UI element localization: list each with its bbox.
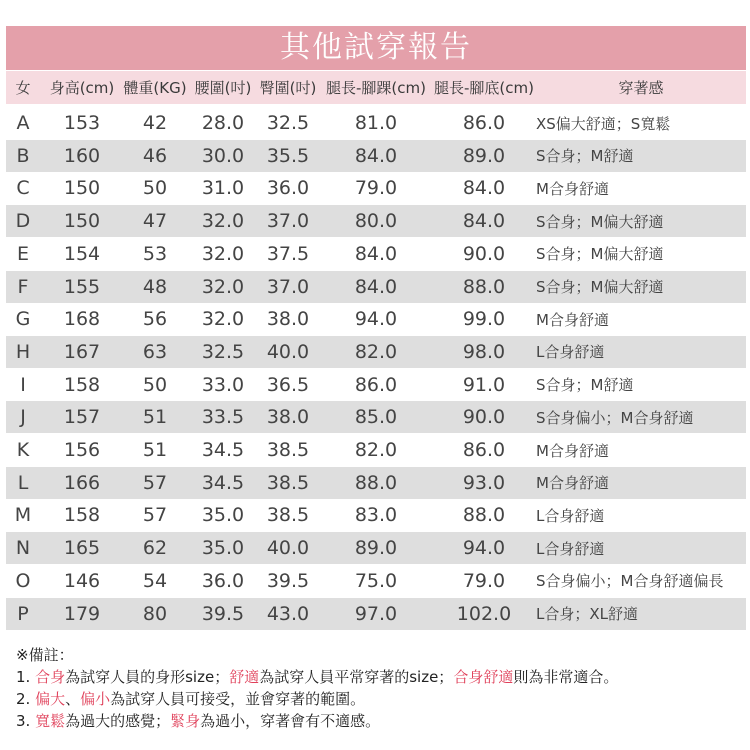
col-header-inseam-ankle: 腿長-腳踝(cm) [326,79,426,97]
cell-inseam-sole: 86.0 [462,439,506,461]
cell-waist: 32.0 [201,210,245,233]
cell-waist: 28.0 [201,112,245,134]
cell-weight: 48 [142,275,168,298]
note-keyword: 合身 [35,668,66,686]
cell-fit: S合身；M舒適 [536,376,634,395]
cell-inseam-ankle: 82.0 [354,340,398,363]
cell-inseam-sole: 90.0 [462,406,506,429]
cell-inseam-ankle: 79.0 [354,177,398,200]
note-text: 為試穿人員可接受，並會穿著的範圍。 [110,690,366,708]
cell-weight: 63 [142,340,168,363]
note-text: 為過小，穿著會有不適感。 [200,712,381,730]
cell-id: E [16,242,29,265]
cell-fit: L合身；XL舒適 [536,605,638,623]
table-row [6,172,746,204]
notes-section [16,644,740,732]
note-line-1 [16,666,740,688]
note-keyword: 偏大 [35,690,66,708]
table-row [6,499,746,531]
table-header [6,71,746,104]
cell-weight: 56 [142,308,168,331]
cell-inseam-ankle: 88.0 [354,471,398,494]
cell-id: F [17,275,29,298]
cell-height: 167 [63,340,101,363]
cell-hip: 40.0 [266,340,310,363]
cell-hip: 35.5 [266,144,310,167]
cell-fit: S合身；M偏大舒適 [536,212,664,231]
cell-hip: 36.5 [266,373,310,396]
table-row [6,369,746,401]
notes-heading: ※備註： [16,646,74,664]
cell-height: 168 [63,308,101,331]
cell-id: K [16,439,30,461]
note-text: 3. [16,712,36,730]
note-text: 、 [65,690,81,708]
cell-hip: 40.0 [266,537,310,560]
cell-inseam-ankle: 82.0 [354,439,398,461]
cell-height: 150 [63,210,101,233]
cell-waist: 34.5 [201,439,245,461]
cell-inseam-sole: 91.0 [462,373,506,396]
cell-weight: 80 [142,602,168,625]
cell-hip: 38.5 [266,504,310,527]
cell-id: P [17,602,29,625]
cell-waist: 30.0 [201,144,245,167]
cell-inseam-ankle: 86.0 [354,373,398,396]
cell-id: N [15,537,31,560]
note-line-3 [16,710,740,732]
cell-waist: 32.5 [201,340,245,363]
cell-hip: 43.0 [266,602,310,625]
cell-inseam-ankle: 97.0 [354,602,398,625]
cell-height: 179 [63,602,101,625]
cell-fit: S合身；M偏大舒適 [536,245,664,264]
cell-fit: S合身；M偏大舒適 [536,278,664,296]
cell-weight: 54 [142,569,168,592]
cell-inseam-ankle: 85.0 [354,406,398,429]
cell-inseam-sole: 99.0 [462,308,506,331]
cell-inseam-sole: 94.0 [462,537,506,560]
col-header-hip: 臀圍(吋) [259,79,317,97]
note-text: 為試穿人員的身形size； [65,668,230,686]
cell-waist: 34.5 [201,471,245,494]
cell-weight: 50 [142,373,168,396]
table-row [6,303,746,335]
note-keyword: 偏小 [80,690,111,708]
col-header-waist: 腰圍(吋) [194,79,252,97]
cell-waist: 35.0 [201,504,245,527]
cell-height: 154 [63,242,101,265]
note-text: 1. [16,668,36,686]
table-row [6,532,746,564]
cell-weight: 62 [142,537,168,560]
cell-hip: 37.0 [266,210,310,233]
cell-hip: 32.5 [266,112,310,134]
cell-id: H [15,340,31,363]
cell-inseam-sole: 89.0 [462,144,506,167]
cell-weight: 50 [142,177,168,200]
cell-inseam-ankle: 84.0 [354,242,398,265]
cell-weight: 53 [142,242,168,265]
cell-hip: 38.5 [266,439,310,461]
cell-height: 158 [63,373,101,396]
cell-inseam-sole: 98.0 [462,340,506,363]
cell-height: 150 [63,177,101,200]
note-line-2 [16,688,740,710]
cell-weight: 57 [142,504,168,527]
cell-fit: M合身舒適 [536,441,609,460]
cell-inseam-sole: 79.0 [462,569,506,592]
cell-weight: 46 [142,144,168,167]
note-text: 則為非常適合。 [513,668,619,686]
cell-id: G [15,308,31,331]
cell-inseam-sole: 84.0 [462,177,506,200]
cell-fit: S合身偏小；M合身舒適 [536,408,694,427]
cell-height: 153 [63,112,101,134]
col-header-height: 身高(cm) [49,79,115,97]
cell-weight: 42 [142,112,168,134]
cell-id: O [15,569,31,592]
cell-height: 156 [63,439,101,461]
cell-fit: L合身舒適 [536,343,605,362]
cell-hip: 38.0 [266,308,310,331]
cell-id: C [16,177,30,200]
table-row [6,140,746,172]
cell-inseam-sole: 102.0 [456,602,512,625]
cell-height: 146 [63,569,101,592]
cell-inseam-ankle: 81.0 [354,112,398,134]
cell-waist: 35.0 [201,537,245,560]
cell-height: 158 [63,504,101,527]
cell-hip: 37.5 [266,242,310,265]
cell-id: M [14,504,32,527]
cell-inseam-ankle: 89.0 [354,537,398,560]
col-header-fit: 穿著感 [618,79,664,97]
cell-inseam-sole: 86.0 [462,112,506,134]
col-header-inseam-sole: 腿長-腳底(cm) [434,79,534,97]
table-row [6,598,746,630]
table-row [6,336,746,368]
table-row [6,238,746,270]
cell-weight: 47 [142,210,168,233]
cell-waist: 33.5 [201,406,245,429]
cell-waist: 32.0 [201,308,245,331]
col-header-weight: 體重(KG) [123,79,187,97]
cell-height: 155 [63,275,101,298]
cell-inseam-ankle: 84.0 [354,144,398,167]
note-text: 為試穿人員平常穿著的size； [259,668,454,686]
note-keyword: 緊身 [170,712,201,730]
cell-weight: 51 [142,406,168,429]
cell-id: L [17,471,29,494]
cell-inseam-ankle: 80.0 [354,210,398,233]
cell-height: 165 [63,537,101,560]
cell-fit: M合身舒適 [536,179,609,198]
cell-fit: L合身舒適 [536,539,605,558]
table-row [6,271,746,303]
cell-inseam-sole: 93.0 [462,471,506,494]
cell-inseam-ankle: 84.0 [354,275,398,298]
report-title: 其他試穿報告 [6,26,746,70]
cell-inseam-sole: 84.0 [462,210,506,233]
cell-hip: 37.0 [266,275,310,298]
cell-id: B [16,144,30,167]
cell-fit: S合身；M舒適 [536,147,634,166]
cell-id: D [15,210,31,233]
cell-inseam-ankle: 75.0 [354,569,398,592]
cell-height: 157 [63,406,101,429]
table-row [6,205,746,237]
note-text: 為過大的感覺； [65,712,171,730]
cell-waist: 31.0 [201,177,245,200]
note-keyword: 合身舒適 [453,668,514,686]
cell-waist: 33.0 [201,373,245,396]
table-row [6,434,746,466]
note-keyword: 寬鬆 [35,712,66,730]
cell-hip: 36.0 [266,177,310,200]
cell-inseam-ankle: 83.0 [354,504,398,527]
cell-fit: M合身舒適 [536,474,609,493]
cell-id: J [20,406,26,429]
col-header-id: 女 [15,79,31,97]
cell-waist: 32.0 [201,242,245,265]
cell-height: 160 [63,144,101,167]
cell-inseam-sole: 88.0 [462,275,506,298]
cell-fit: M合身舒適 [536,310,609,329]
cell-id: A [16,112,30,134]
note-keyword: 舒適 [229,668,260,686]
cell-weight: 57 [142,471,168,494]
cell-fit: L合身舒適 [536,506,605,525]
table-row [6,565,746,597]
cell-fit: XS偏大舒適；S寬鬆 [536,114,671,133]
table-row [6,401,746,433]
table-row [6,107,746,139]
cell-inseam-sole: 88.0 [462,504,506,527]
cell-id: I [20,373,26,396]
table-row [6,467,746,499]
cell-inseam-sole: 90.0 [462,242,506,265]
note-text: 2. [16,690,36,708]
cell-waist: 36.0 [201,569,245,592]
cell-fit: S合身偏小；M合身舒適偏長 [536,572,724,591]
cell-waist: 32.0 [201,275,245,298]
cell-inseam-ankle: 94.0 [354,308,398,331]
cell-hip: 38.5 [266,471,310,494]
cell-height: 166 [63,471,101,494]
cell-waist: 39.5 [201,602,245,625]
cell-hip: 39.5 [266,569,310,592]
cell-hip: 38.0 [266,406,310,429]
cell-weight: 51 [142,439,168,461]
